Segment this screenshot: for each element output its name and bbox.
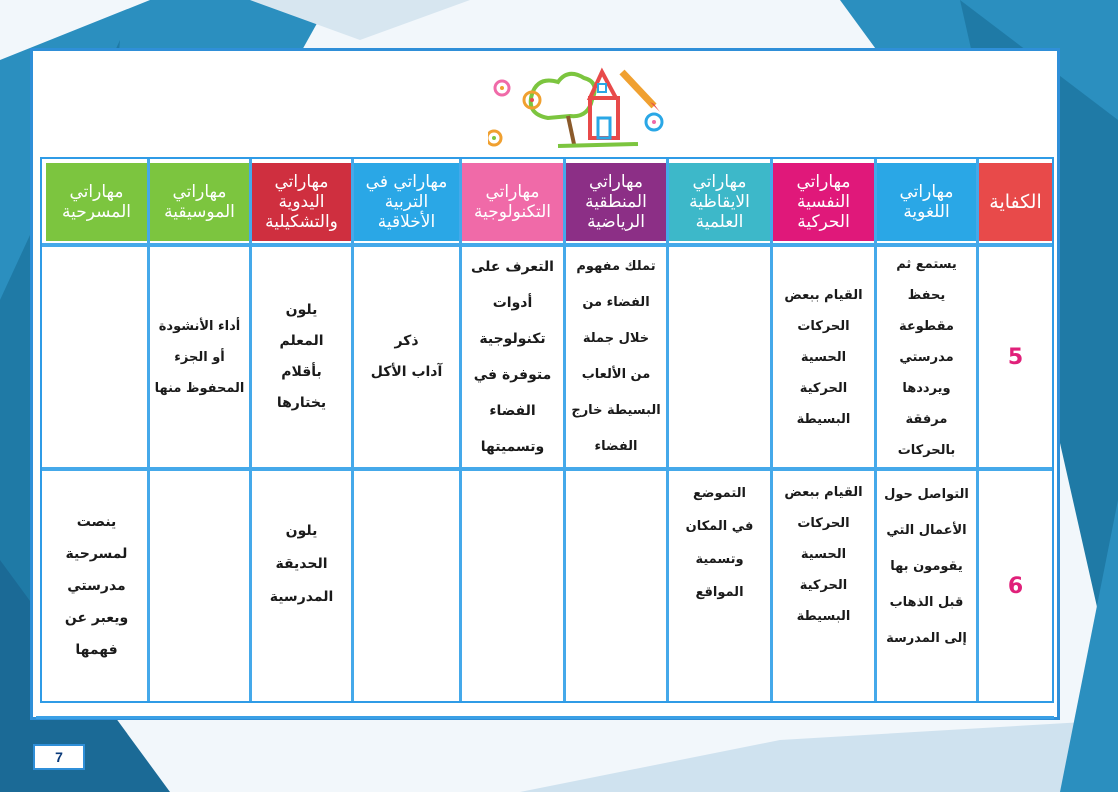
cell-masrahiya: ينصت لمسرحية مدرستي ويعبر عن فهمها	[64, 514, 129, 658]
header-nafsiya: مهاراتي النفسية الحركية	[773, 163, 874, 241]
competency-table	[40, 157, 1054, 703]
header-lughawiya: مهاراتي اللغوية	[877, 163, 976, 241]
header-musiqiya: مهاراتي الموسيقية	[150, 163, 249, 241]
header-yadawiya: مهاراتي اليدوية والتشكيلية	[252, 163, 351, 241]
header-mantiqiya: مهاراتي المنطقية الرياضية	[566, 163, 666, 241]
cell-nafsiya: القيام ببعض الحركات الحسية الحركية البسيطة	[784, 287, 863, 427]
cell-technology	[462, 471, 563, 701]
cell-mantiqiya: تملك مفهوم الفضاء من خلال جملة من الألعاب البسيطة خارج الفضاء	[571, 259, 661, 454]
header-masrahiya: مهاراتي المسرحية	[46, 163, 147, 241]
bottom-rule	[36, 716, 1054, 719]
cell-mantiqiya	[566, 471, 666, 701]
school-house-with-flowers-icon	[488, 58, 668, 154]
header-kifaya: الكفاية	[979, 163, 1052, 241]
cell-musiqiya	[150, 471, 249, 701]
cell-iqaz	[669, 247, 770, 467]
cell-technology: التعرف على أدوات تكنولوجية متوفرة في الفضاء وتسميتها	[471, 259, 554, 455]
cell-lughawiya: التواصل حول الأعمال التي يقومون بها قبل الذهاب إلى المدرسة	[884, 487, 969, 646]
page-number: 7	[33, 744, 85, 770]
cell-iqaz: التموضع في المكان وتسمية المواقع	[685, 486, 754, 600]
cell-yadawiya: يلون الحديقة المدرسية	[269, 523, 334, 605]
cell-yadawiya: يلون المعلم بأقلام يختارها	[276, 302, 327, 411]
header-tarbiya: مهاراتي في التربية الأخلاقية	[354, 163, 459, 241]
header-technology: مهاراتي التكنولوجية	[462, 163, 563, 241]
cell-nafsiya: القيام ببعض الحركات الحسية الحركية البسيطة	[784, 485, 863, 624]
cell-tarbiya: ذكر آداب الأكل	[370, 333, 443, 380]
row-number: 6	[1007, 573, 1024, 599]
header-iqaz: مهاراتي الايقاظية العلمية	[669, 163, 770, 241]
cell-tarbiya	[354, 471, 459, 701]
cell-lughawiya: يستمع ثم يحفظ مقطوعة مدرستي ويرددها مرفقة بالحركات	[896, 256, 957, 458]
cell-masrahiya	[46, 247, 147, 467]
row-number: 5	[1007, 344, 1024, 370]
cell-musiqiya: أداء الأنشودة أو الجزء المحفوظ منها	[154, 318, 245, 396]
